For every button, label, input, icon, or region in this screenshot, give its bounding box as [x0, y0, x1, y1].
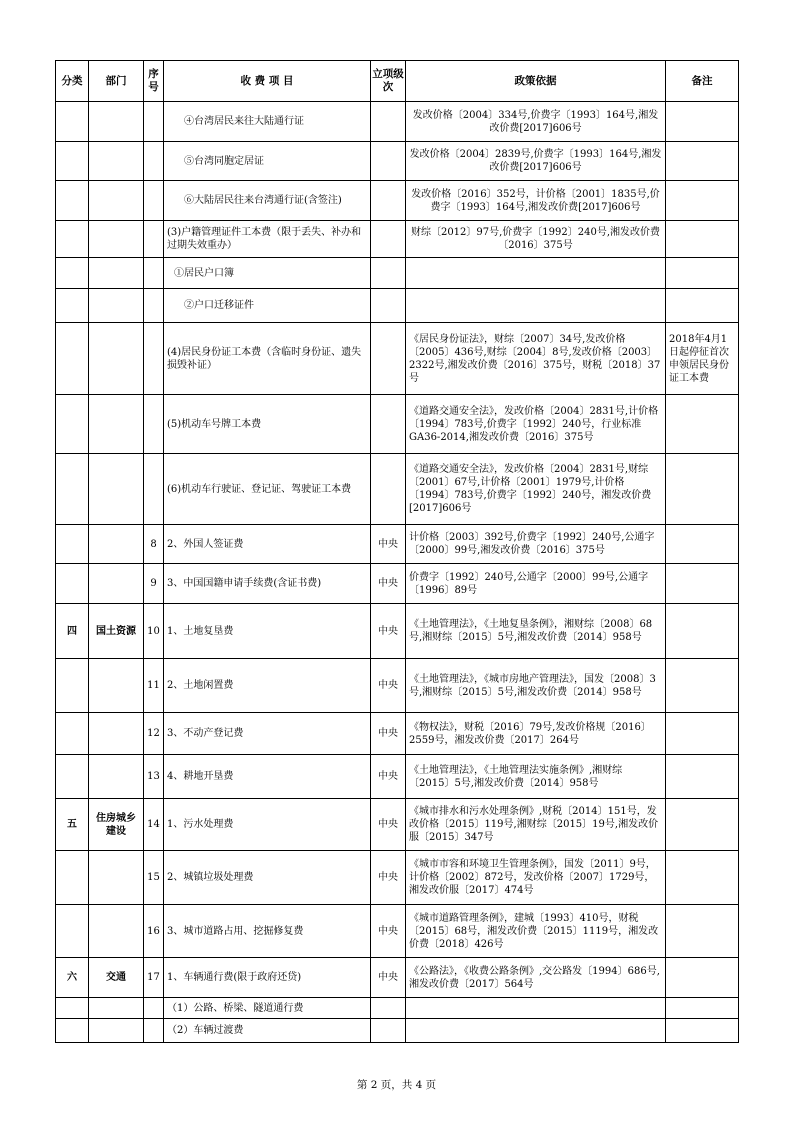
policy-cell: 《居民身份证法》，财综〔2007〕34号,发改价格〔2005〕436号,财综〔2004〕8号,发改价格〔2003〕2322号,湘发改价费〔2016〕375号，财税〔2018〕37号: [406, 323, 666, 395]
category-cell: [56, 395, 89, 454]
table-row: [56, 958, 739, 998]
table-row: [56, 525, 739, 564]
note-cell: [666, 958, 739, 998]
policy-cell: 《公路法》，《收费公路条例》,交公路发〔1994〕686号,湘发改价费〔2017〕564号: [406, 958, 666, 998]
category-cell: [56, 713, 89, 755]
table-row: [56, 102, 739, 142]
table-row: [56, 659, 739, 713]
header-level: 立项级次: [371, 61, 406, 102]
policy-cell: 发改价格〔2016〕352号，计价格〔2001〕1835号,价费字〔1993〕164号,湘发改价费[2017]606号: [406, 181, 666, 221]
department-cell: [89, 395, 144, 454]
seq-cell: 16: [144, 905, 164, 958]
department-cell: [89, 1019, 144, 1043]
note-cell: [666, 181, 739, 221]
category-cell: [56, 755, 89, 799]
table-row: [56, 454, 739, 525]
table-row: [56, 221, 739, 258]
department-cell: [89, 142, 144, 181]
level-cell: 中央: [371, 713, 406, 755]
department-cell: [89, 851, 144, 905]
category-cell: [56, 525, 89, 564]
policy-cell: [406, 1019, 666, 1043]
header-category: 分类: [56, 61, 89, 102]
table-row: [56, 564, 739, 604]
item-cell: （1）公路、桥梁、隧道通行费: [164, 998, 371, 1019]
seq-cell: 8: [144, 525, 164, 564]
item-cell: ①居民户口簿: [164, 258, 371, 289]
department-cell: [89, 289, 144, 323]
table-row: [56, 323, 739, 395]
department-cell: [89, 564, 144, 604]
level-cell: [371, 181, 406, 221]
item-cell: 1、污水处理费: [164, 799, 371, 851]
note-cell: [666, 221, 739, 258]
level-cell: 中央: [371, 755, 406, 799]
seq-cell: 9: [144, 564, 164, 604]
header-department: 部门: [89, 61, 144, 102]
department-cell: [89, 713, 144, 755]
note-cell: [666, 755, 739, 799]
table-row: [56, 258, 739, 289]
seq-cell: [144, 289, 164, 323]
item-cell: 2、城镇垃圾处理费: [164, 851, 371, 905]
item-cell: ②户口迁移证件: [164, 289, 371, 323]
level-cell: [371, 258, 406, 289]
item-cell: 2、外国人签证费: [164, 525, 371, 564]
policy-cell: 价费字〔1992〕240号,公通字〔2000〕99号,公通字〔1996〕89号: [406, 564, 666, 604]
table-row: [56, 604, 739, 659]
policy-cell: [406, 998, 666, 1019]
header-item: 收 费 项 目: [164, 61, 371, 102]
seq-cell: 11: [144, 659, 164, 713]
category-cell: [56, 323, 89, 395]
item-cell: （2）车辆过渡费: [164, 1019, 371, 1043]
category-cell: [56, 659, 89, 713]
category-cell: [56, 221, 89, 258]
note-cell: [666, 564, 739, 604]
seq-cell: 15: [144, 851, 164, 905]
table-row: [56, 799, 739, 851]
table-row: [56, 395, 739, 454]
table-header-row: [56, 61, 739, 102]
table-body: [56, 102, 739, 1043]
table-row: [56, 142, 739, 181]
item-cell: ⑥大陆居民往来台湾通行证(含签注): [164, 181, 371, 221]
item-cell: 3、城市道路占用、挖掘修复费: [164, 905, 371, 958]
department-cell: 住房城乡建设: [89, 799, 144, 851]
category-cell: [56, 998, 89, 1019]
table-row: [56, 905, 739, 958]
department-cell: [89, 755, 144, 799]
seq-cell: [144, 1019, 164, 1043]
policy-cell: 《城市市容和环境卫生管理条例》，国发〔2011〕9号，计价格〔2002〕872号，发改价格〔2007〕1729号，湘发改价服〔2017〕474号: [406, 851, 666, 905]
seq-cell: [144, 395, 164, 454]
note-cell: [666, 905, 739, 958]
note-cell: [666, 713, 739, 755]
note-cell: [666, 454, 739, 525]
department-cell: [89, 221, 144, 258]
level-cell: [371, 289, 406, 323]
note-cell: [666, 604, 739, 659]
header-note: 备注: [666, 61, 739, 102]
policy-cell: [406, 258, 666, 289]
item-cell: (5)机动车号牌工本费: [164, 395, 371, 454]
seq-cell: 13: [144, 755, 164, 799]
seq-cell: [144, 142, 164, 181]
table-row: [56, 289, 739, 323]
note-cell: [666, 1019, 739, 1043]
header-seq: 序号: [144, 61, 164, 102]
table-row: [56, 181, 739, 221]
policy-cell: 《道路交通安全法》，发改价格〔2004〕2831号,财综〔2001〕67号,计价格〔2001〕1979号,计价格〔1994〕783号,价费字〔1992〕240号，湘发改价费[2017]606号: [406, 454, 666, 525]
department-cell: [89, 659, 144, 713]
note-cell: [666, 102, 739, 142]
item-cell: 1、土地复垦费: [164, 604, 371, 659]
policy-cell: 计价格〔2003〕392号,价费字〔1992〕240号,公通字〔2000〕99号,湘发改价费〔2016〕375号: [406, 525, 666, 564]
note-cell: [666, 851, 739, 905]
department-cell: [89, 905, 144, 958]
level-cell: 中央: [371, 659, 406, 713]
level-cell: [371, 323, 406, 395]
department-cell: [89, 102, 144, 142]
item-cell: (4)居民身份证工本费（含临时身份证、遗失损毁补证）: [164, 323, 371, 395]
policy-cell: 发改价格〔2004〕334号,价费字〔1993〕164号,湘发改价费[2017]606号: [406, 102, 666, 142]
table-row: [56, 998, 739, 1019]
policy-cell: 《土地管理法》，《土地管理法实施条例》,湘财综〔2015〕5号,湘发改价费〔2014〕958号: [406, 755, 666, 799]
policy-cell: [406, 289, 666, 323]
department-cell: 国土资源: [89, 604, 144, 659]
policy-cell: 财综〔2012〕97号,价费字〔1992〕240号,湘发改价费〔2016〕375号: [406, 221, 666, 258]
department-cell: [89, 323, 144, 395]
note-cell: [666, 998, 739, 1019]
department-cell: [89, 454, 144, 525]
level-cell: [371, 395, 406, 454]
seq-cell: [144, 998, 164, 1019]
table-row: [56, 713, 739, 755]
note-cell: [666, 395, 739, 454]
note-cell: [666, 142, 739, 181]
item-cell: 1、车辆通行费(限于政府还贷): [164, 958, 371, 998]
item-cell: 3、不动产登记费: [164, 713, 371, 755]
note-cell: 2018年4月1日起停征首次申领居民身份证工本费: [666, 323, 739, 395]
item-cell: ④台湾居民来往大陆通行证: [164, 102, 371, 142]
table-row: [56, 1019, 739, 1043]
level-cell: 中央: [371, 604, 406, 659]
level-cell: 中央: [371, 851, 406, 905]
level-cell: 中央: [371, 799, 406, 851]
note-cell: [666, 258, 739, 289]
item-cell: 2、土地闲置费: [164, 659, 371, 713]
category-cell: [56, 454, 89, 525]
note-cell: [666, 525, 739, 564]
policy-cell: 《土地管理法》，《城市房地产管理法》，国发〔2008〕3号,湘财综〔2015〕5号,湘发改价费〔2014〕958号: [406, 659, 666, 713]
item-cell: (6)机动车行驶证、登记证、驾驶证工本费: [164, 454, 371, 525]
level-cell: [371, 142, 406, 181]
category-cell: [56, 289, 89, 323]
level-cell: [371, 454, 406, 525]
policy-cell: 发改价格〔2004〕2839号,价费字〔1993〕164号,湘发改价费[2017]606号: [406, 142, 666, 181]
category-cell: 四: [56, 604, 89, 659]
seq-cell: [144, 181, 164, 221]
category-cell: [56, 851, 89, 905]
policy-cell: 《城市道路管理条例》，建城〔1993〕410号，财税〔2015〕68号，湘发改价费〔2015〕1119号，湘发改价费〔2018〕426号: [406, 905, 666, 958]
seq-cell: [144, 258, 164, 289]
level-cell: 中央: [371, 525, 406, 564]
category-cell: 五: [56, 799, 89, 851]
policy-cell: 《道路交通安全法》，发改价格〔2004〕2831号,计价格〔1994〕783号,价费字〔1992〕240号，行业标准GA36-2014,湘发改价费〔2016〕375号: [406, 395, 666, 454]
note-cell: [666, 659, 739, 713]
note-cell: [666, 289, 739, 323]
page-footer: 第 2 页，共 4 页: [356, 1079, 437, 1091]
level-cell: [371, 221, 406, 258]
category-cell: [56, 905, 89, 958]
category-cell: [56, 258, 89, 289]
table-row: [56, 755, 739, 799]
seq-cell: [144, 323, 164, 395]
item-cell: ⑤台湾同胞定居证: [164, 142, 371, 181]
seq-cell: [144, 102, 164, 142]
level-cell: [371, 102, 406, 142]
policy-cell: 《物权法》，财税〔2016〕79号,发改价格规〔2016〕2559号，湘发改价费〔2017〕264号: [406, 713, 666, 755]
level-cell: [371, 998, 406, 1019]
department-cell: [89, 258, 144, 289]
policy-cell: 《城市排水和污水处理条例》,财税〔2014〕151号，发改价格〔2015〕119号,湘财综〔2015〕19号,湘发改价服〔2015〕347号: [406, 799, 666, 851]
category-cell: [56, 564, 89, 604]
table-row: [56, 851, 739, 905]
category-cell: 六: [56, 958, 89, 998]
item-cell: 4、耕地开垦费: [164, 755, 371, 799]
seq-cell: 10: [144, 604, 164, 659]
item-cell: 3、中国国籍申请手续费(含证书费): [164, 564, 371, 604]
department-cell: [89, 998, 144, 1019]
seq-cell: 17: [144, 958, 164, 998]
seq-cell: [144, 454, 164, 525]
department-cell: 交通: [89, 958, 144, 998]
header-policy: 政策依据: [406, 61, 666, 102]
note-cell: [666, 799, 739, 851]
fee-table: [55, 60, 739, 1043]
seq-cell: 12: [144, 713, 164, 755]
department-cell: [89, 181, 144, 221]
department-cell: [89, 525, 144, 564]
level-cell: [371, 1019, 406, 1043]
item-cell: (3)户籍管理证件工本费（限于丢失、补办和过期失效重办）: [164, 221, 371, 258]
level-cell: 中央: [371, 958, 406, 998]
policy-cell: 《土地管理法》，《土地复垦条例》，湘财综〔2008〕68号,湘财综〔2015〕5号,湘发改价费〔2014〕958号: [406, 604, 666, 659]
seq-cell: 14: [144, 799, 164, 851]
seq-cell: [144, 221, 164, 258]
category-cell: [56, 181, 89, 221]
category-cell: [56, 102, 89, 142]
level-cell: 中央: [371, 564, 406, 604]
category-cell: [56, 142, 89, 181]
category-cell: [56, 1019, 89, 1043]
level-cell: 中央: [371, 905, 406, 958]
